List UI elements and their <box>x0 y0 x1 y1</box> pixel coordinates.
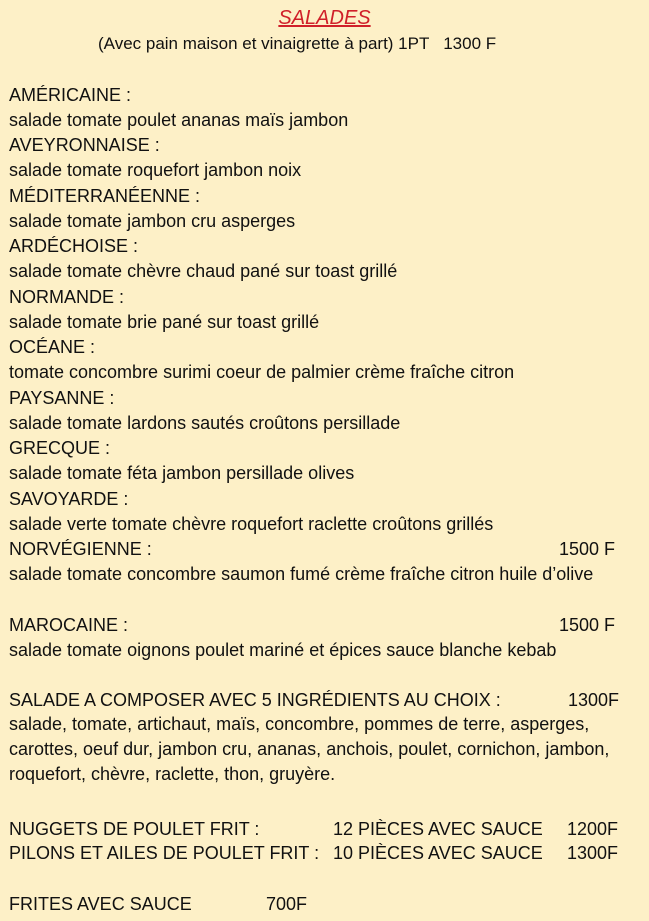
salad-desc: salade tomate jambon cru asperges <box>9 211 296 231</box>
compose-price: 1300F <box>568 690 620 710</box>
salad-name: ARDÉCHOISE : <box>9 236 139 256</box>
salad-name: MÉDITERRANÉENNE : <box>9 186 201 206</box>
salad-desc: salade tomate féta jambon persillade olives <box>9 463 355 483</box>
salad-name: GRECQUE : <box>9 438 111 458</box>
salad-desc: salade tomate oignons poulet mariné et épices sauce blanche kebab <box>9 640 557 660</box>
salad-name: NORVÉGIENNE : <box>9 539 152 559</box>
salad-desc: salade tomate concombre saumon fumé crème fraîche citron huile d’olive <box>9 564 594 584</box>
extra-name: NUGGETS DE POULET FRIT : <box>9 819 260 839</box>
salad-desc: salade tomate lardons sautés croûtons persillade <box>9 413 401 433</box>
salad-desc: salade tomate chèvre chaud pané sur toast grillé <box>9 261 398 281</box>
salad-name: AMÉRICAINE : <box>9 85 132 105</box>
salad-desc: salade tomate poulet ananas maïs jambon <box>9 110 349 130</box>
salad-name: PAYSANNE : <box>9 388 115 408</box>
page-subtitle: (Avec pain maison et vinaigrette à part) 1PT 1300 F <box>98 34 497 53</box>
salad-name: OCÉANE : <box>9 337 96 357</box>
salad-price: 1500 F <box>559 539 616 559</box>
page-title: SALADES <box>278 7 371 29</box>
salad-desc: salade tomate roquefort jambon noix <box>9 160 302 180</box>
fries-price: 700F <box>266 894 308 914</box>
compose-title: SALADE A COMPOSER AVEC 5 INGRÉDIENTS AU CHOIX : <box>9 690 501 710</box>
compose-ingredients: salade, tomate, artichaut, maïs, concombre, pommes de terre, asperges, carottes, oeuf dur, jambon cru, ananas, anchois, poulet, cornichon, jambon, roquefort, chèvre, raclette, thon, gruyère. <box>9 714 610 785</box>
salad-name: SAVOYARDE : <box>9 489 129 509</box>
extra-price: 1300F <box>567 843 619 863</box>
fries-name: FRITES AVEC SAUCE <box>9 894 192 914</box>
salad-desc: salade tomate brie pané sur toast grillé <box>9 312 320 332</box>
extra-detail: 10 PIÈCES AVEC SAUCE <box>333 843 543 863</box>
salad-name: NORMANDE : <box>9 287 125 307</box>
salad-price: 1500 F <box>559 615 616 635</box>
salad-desc: salade verte tomate chèvre roquefort raclette croûtons grillés <box>9 514 494 534</box>
salad-name: MAROCAINE : <box>9 615 129 635</box>
salad-name: AVEYRONNAISE : <box>9 135 160 155</box>
extra-detail: 12 PIÈCES AVEC SAUCE <box>333 819 543 839</box>
salad-desc: tomate concombre surimi coeur de palmier crème fraîche citron <box>9 362 515 382</box>
extra-name: PILONS ET AILES DE POULET FRIT : <box>9 843 320 863</box>
extra-price: 1200F <box>567 819 619 839</box>
